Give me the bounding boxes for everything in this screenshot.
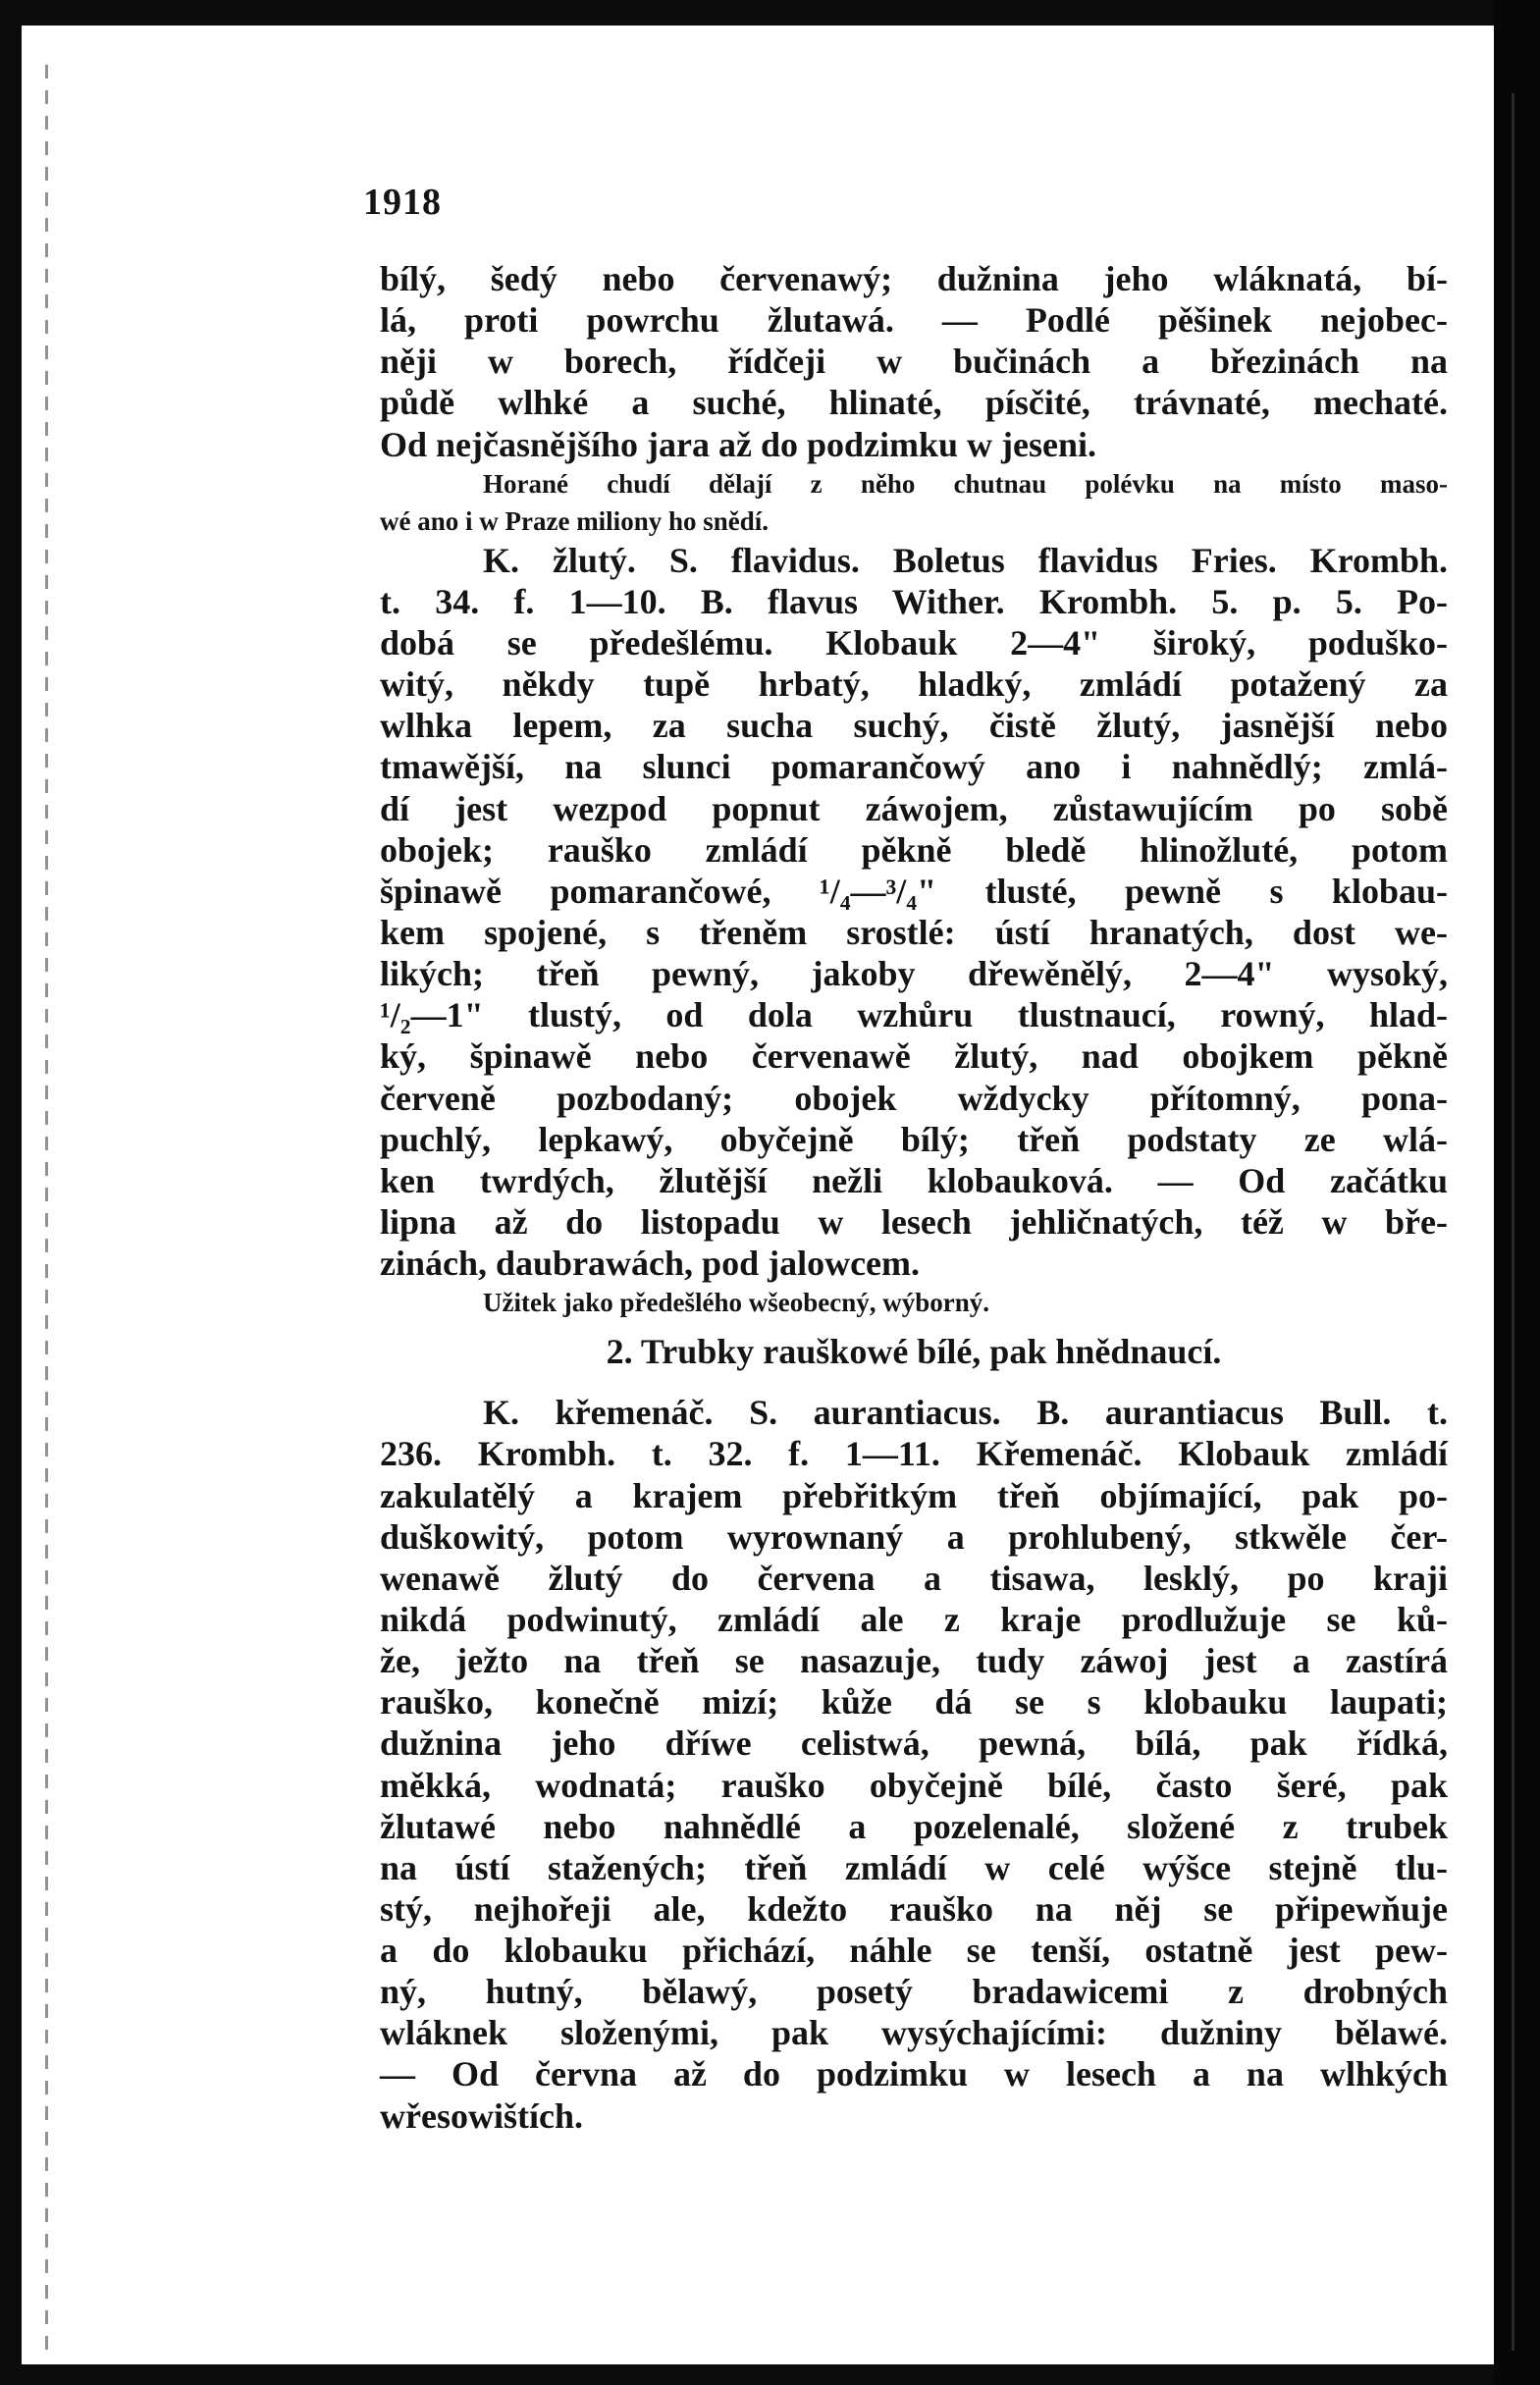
text-line: Od nejčasnějšího jara až do podzimku w jeseni. (380, 424, 1097, 464)
text-line: rauško, konečně mizí; kůže dá se s klobauku laupati; (380, 1682, 1448, 1722)
text-line: stý, nejhořeji ale, kdežto rauško na něj se připewňuje (380, 1888, 1448, 1929)
text-line: měkká, wodnatá; rauško obyčejně bílé, často šeré, pak (380, 1765, 1448, 1805)
text-line: wenawě žlutý do červena a tisawa, lesklý, po kraji (380, 1558, 1448, 1598)
text-line: že, ježto na třeň se nasazuje, tudy záwoj jest a zastírá (380, 1641, 1448, 1681)
text-line: špinawě pomarančowé, ¹/₄—³/₄" tlusté, pewně s klobau- (380, 871, 1448, 911)
scan-border-right (1494, 0, 1540, 2385)
text-line: likých; třeň pewný, jakoby dřewěnělý, 2—4" wysoký, (380, 954, 1448, 994)
text-line: 236. Krombh. t. 32. f. 1—11. Křemenáč. Klobauk zmládí (380, 1434, 1448, 1474)
note-line: Užitek jako předešlého wšeobecný, wýborný. (483, 1288, 989, 1318)
text-line: duškowitý, potom wyrownaný a prohlubený, stkwěle čer- (380, 1516, 1448, 1557)
text-line: lá, proti powrchu žlutawá. — Podlé pěšinek nejobec- (380, 300, 1448, 341)
text-line: a do klobauku přichází, náhle se tenší, ostatně jest pew- (380, 1931, 1448, 1971)
note-line: Horané chudí dělají z něho chutnau polévku na místo maso- (483, 468, 1448, 499)
text-line: obojek; rauško zmládí pěkně bledě hlinožluté, potom (380, 829, 1448, 870)
text-line: dobá se předešlému. Klobauk 2—4" široký, poduškо- (380, 622, 1448, 662)
text-line: puchlý, lepkawý, obyčejně bílý; třeň podstaty ze wlá- (380, 1119, 1448, 1159)
text-line: lipna až do listopadu w lesech jehličnatých, též w bře- (380, 1201, 1448, 1242)
text-line: zinách, daubrawách, pod jalowcem. (380, 1244, 921, 1284)
section-heading: 2. Trubky rauškowé bílé, pak hnědnaucí. (606, 1332, 1222, 1372)
text-line: žlutawé nebo nahnědlé a pozelenalé, složené z trubek (380, 1806, 1448, 1846)
text-line: půdě wlhké a suché, hlinaté, písčité, trávnaté, mechaté. (380, 383, 1448, 423)
text-line: wlhka lepem, za sucha suchý, čistě žlutý, jasnější nebo (380, 706, 1448, 746)
page-gutter-shadow (45, 65, 48, 2361)
text-line: ken twrdých, žlutější nežli klobauková. — Od začátku (380, 1160, 1448, 1200)
page-body-text (380, 258, 1448, 2137)
text-line: kem spojené, s třeněm srostlé: ústí hranatých, dost we- (380, 912, 1448, 952)
text-line: wřesowištích. (380, 2095, 583, 2136)
text-line: witý, někdy tupě hrbatý, hladký, zmládí potažený za (380, 664, 1448, 705)
page-number: 1918 (363, 182, 442, 223)
scan-border-line (1512, 93, 1514, 2351)
text-line: t. 34. f. 1—10. B. flavus Wither. Krombh. 5. p. 5. Po- (380, 581, 1448, 621)
book-page (22, 26, 1494, 2364)
species-heading-line: K. žlutý. S. flavidus. Boletus flavidus Fries. Krombh. (483, 540, 1448, 580)
text-line: — Od června až do podzimku w lesech a na wlhkých (380, 2054, 1448, 2094)
text-line: dí jest wezpod popnut záwojem, zůstawujícím po sobě (380, 788, 1448, 828)
text-line: dužnina jeho dříwe celistwá, pewná, bílá, pak řídká, (380, 1723, 1448, 1764)
note-line: wé ano i w Praze miliony ho snědí. (380, 505, 769, 536)
text-line: ný, hutný, bělawý, posetý bradawicemi z drobných (380, 1972, 1448, 2012)
text-line: ký, špinawě nebo červenawě žlutý, nad obojkem pěkně (380, 1036, 1448, 1077)
text-line: zakulatělý a krajem přebřitkým třeň objímající, pak po- (380, 1475, 1448, 1515)
text-line: něji w borech, řídčeji w bučinách a březinách na (380, 342, 1448, 382)
text-line: wláknek složenými, pak wysýchajícími: dužniny bělawé. (380, 2013, 1448, 2053)
text-line: červeně pozbodaný; obojek wždycky přítomný, ponа- (380, 1078, 1448, 1118)
text-line: na ústí stažených; třeň zmládí w celé wýšce stejně tlu- (380, 1847, 1448, 1887)
text-line: nikdá podwinutý, zmládí ale z kraje prodlužuje se ků- (380, 1599, 1448, 1639)
text-line: bílý, šedý nebo červenawý; dužnina jeho wláknatá, bí- (380, 259, 1448, 298)
text-line: ¹/₂—1" tlustý, od dola wzhůru tlustnaucí, rowný, hlad- (380, 995, 1448, 1035)
species-heading-line: K. křemenáč. S. aurantiacus. B. aurantiacus Bull. t. (483, 1393, 1448, 1433)
text-line: tmawější, na slunci pomarančowý ano i nahnědlý; zmlá- (380, 747, 1448, 787)
